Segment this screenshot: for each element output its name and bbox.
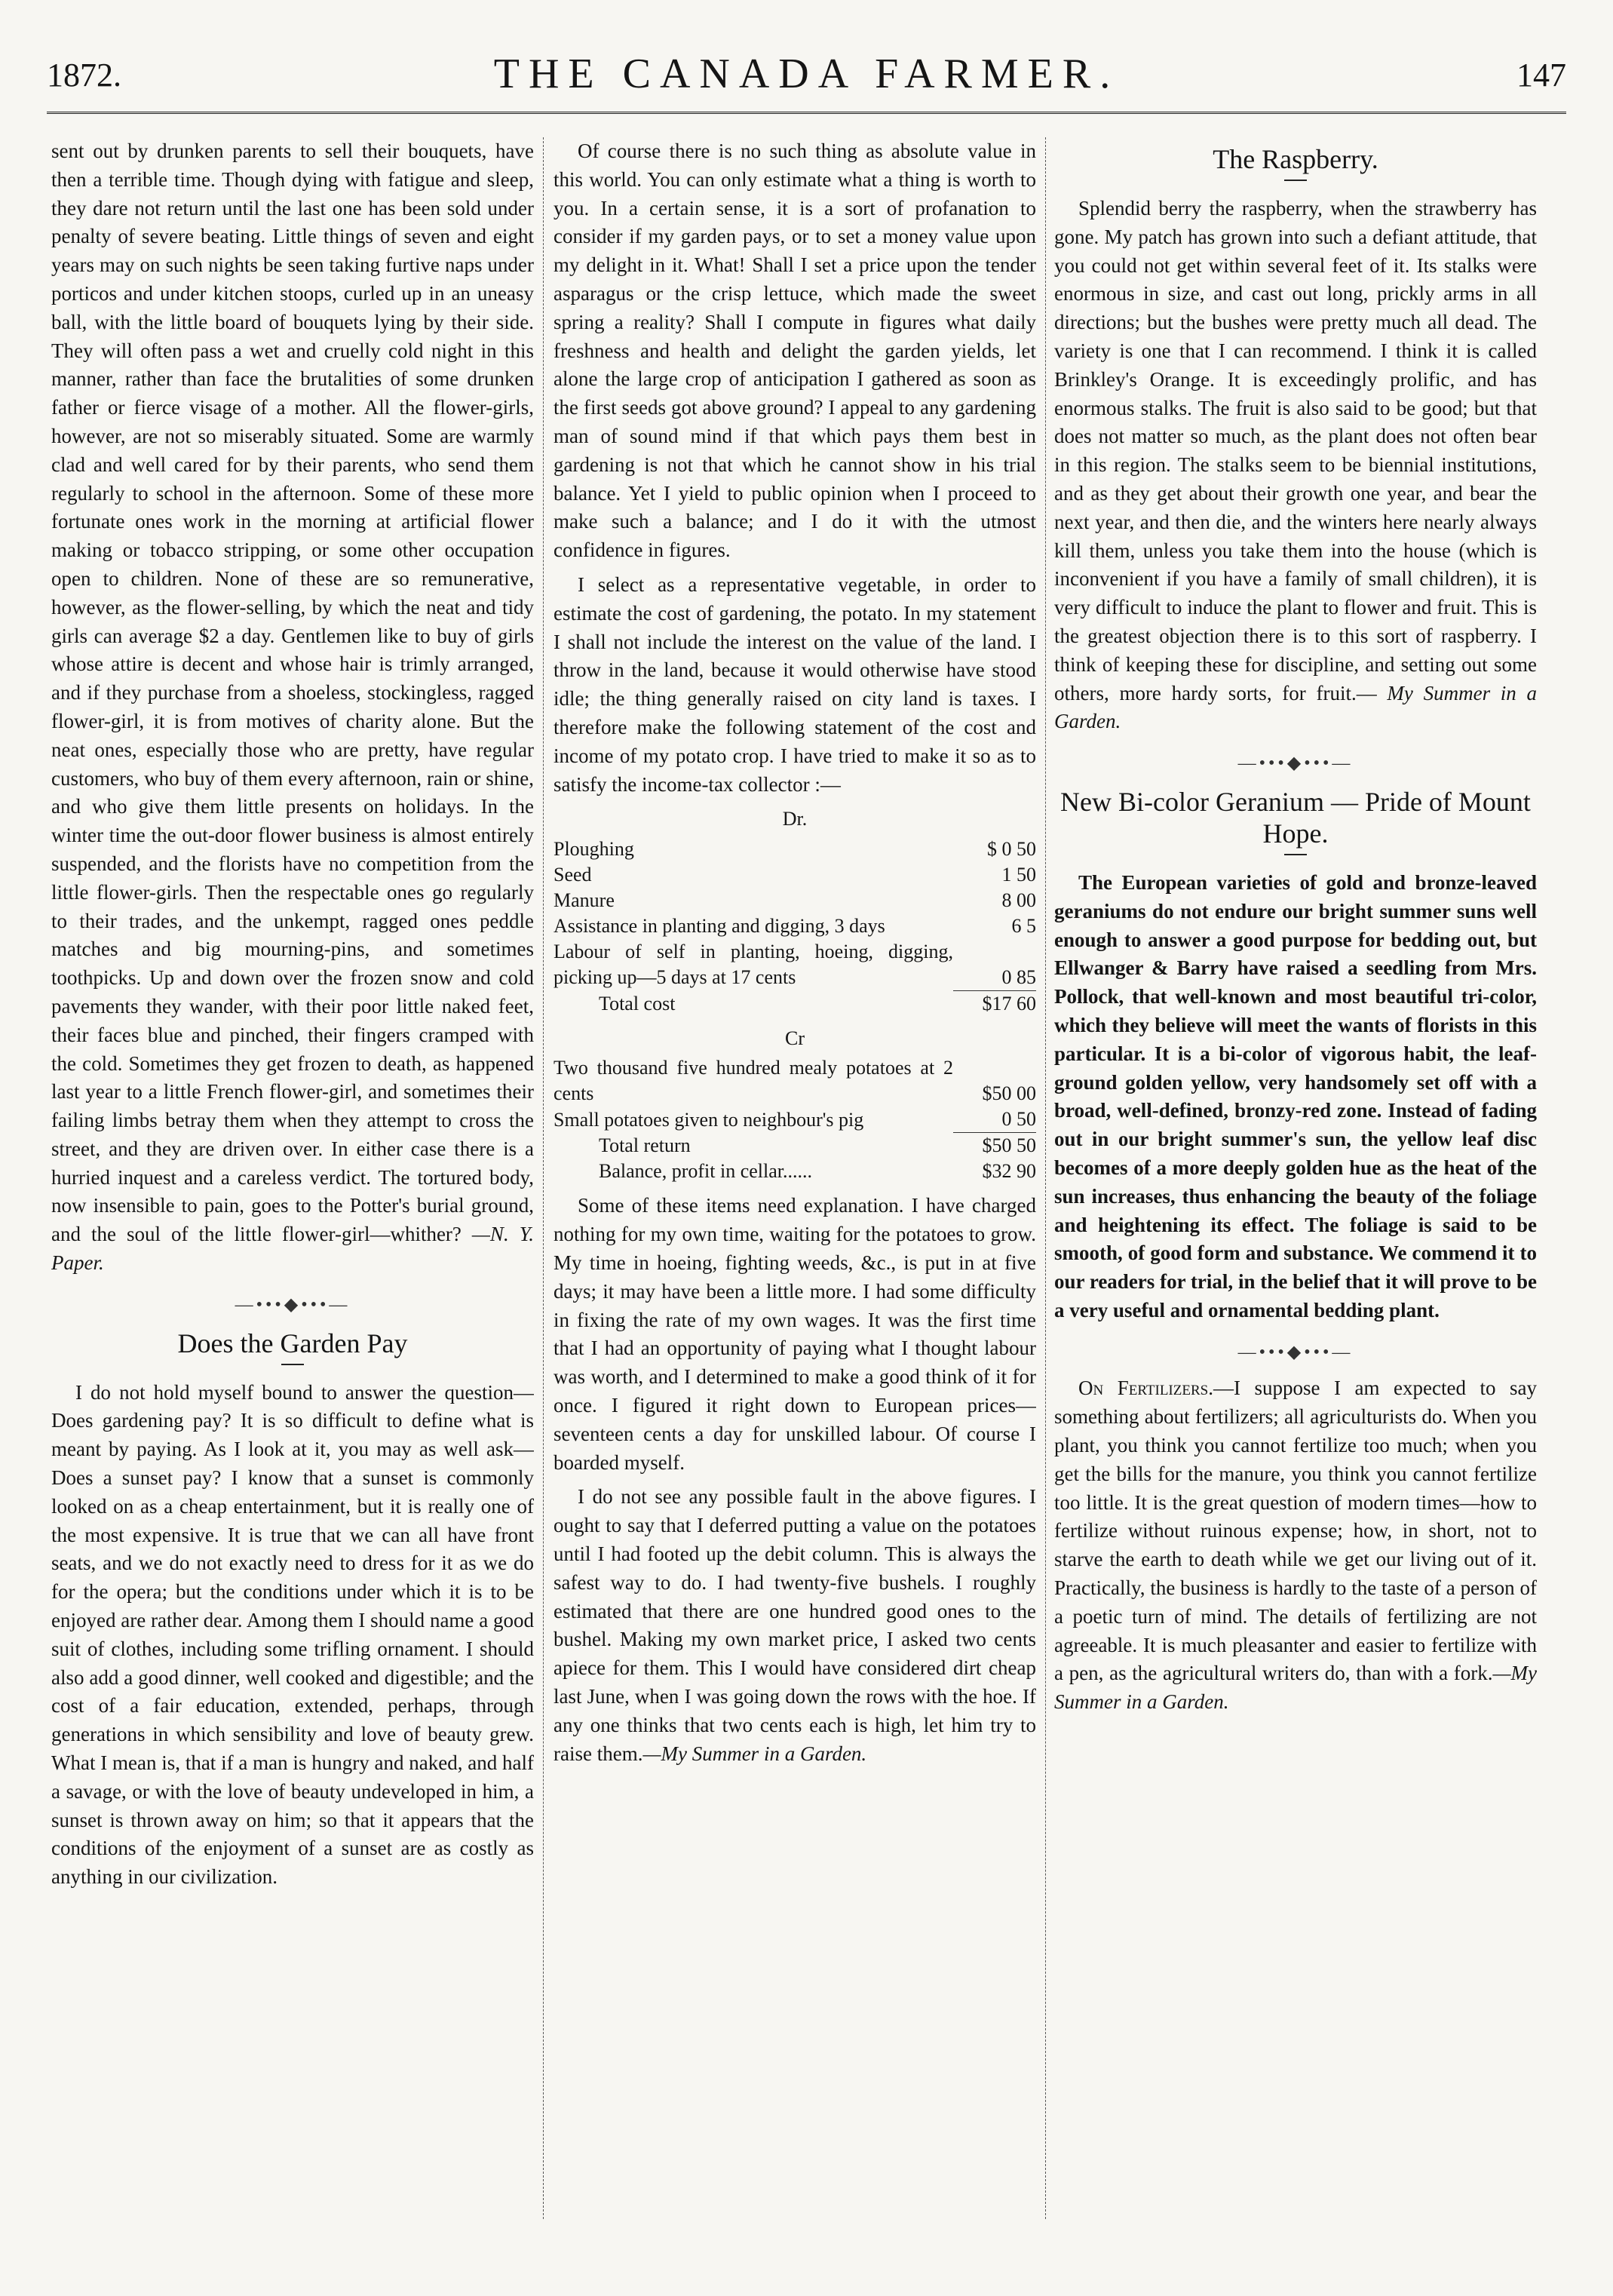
balance-row: Balance, profit in cellar...... $32 90	[599, 1160, 1036, 1183]
article-heading-garden-pay: Does the Garden Pay	[177, 1328, 408, 1358]
column-2	[554, 137, 1036, 2249]
table-row: Seed 1 50	[554, 864, 1036, 886]
heading-rule	[1284, 180, 1307, 181]
column-rule	[1045, 137, 1046, 2219]
article-paragraph: I select as a representative vegetable, in order to estimate the cost of gardening, the potato. In my statement I shall not include the interest on the value of the land. I throw in the land, because it would otherwise have stood idle; the thing generally raised on city land is taxes. I therefore make the following statement of the cost and income of my potato crop. I have tried to make it so as to satisfy the income-tax collector :—	[554, 572, 1036, 796]
page-number: 147	[1516, 57, 1566, 94]
source-signature: —My Summer in a Garden.	[642, 1742, 867, 1765]
column-1	[51, 137, 534, 2249]
table-row: Two thousand five hundred mealy potatoes at 2 cents $50 00	[554, 1057, 1036, 1105]
article-heading-geranium: New Bi-color Geranium — Pride of Mount Hope.	[1060, 786, 1531, 849]
heading-rule	[281, 1364, 304, 1365]
article-paragraph: The European varieties of gold and bronze-leaved geraniums do not endure our bright summer suns well enough to answer a good purpose for bedding out, but Ellwanger & Barry have raised a seedling from Mrs. Pollock, that well-known and most beautiful tri-color, which they believe will meet the wants of florists in this particular. It is a bi-color of vigorous habit, the leaf-ground golden yellow, very handsomely set off with a broad, well-defined, bronzy-red zone. Instead of fading out in our bright summer's sun, the yellow leaf disc becomes of a more deeply golden hue as the heat of the sun increases, thus enhancing the beauty of the foliage and heightening its effect. The foliage is said to be smooth, of good form and substance. We commend it to our readers for trial, in the belief that it will prove to be a very useful and ornamental bedding plant.	[1054, 870, 1537, 1321]
source-signature: —N. Y. Paper.	[51, 1223, 534, 1275]
section-ornament: —•••◆•••—	[1237, 754, 1354, 774]
masthead	[47, 45, 1566, 114]
source-signature: My Summer in a Garden.	[1054, 681, 1537, 733]
flower-girls-paragraph: sent out by drunken parents to sell their bouquets, have then a terrible time. Though dying with fatigue and sleep, they dare not return until the last one has been sold under penalty of severe beating. Little things of seven and eight years may on such nights be seen taking furtive naps under porticos and under kitchen stoops, curled up in an uneasy ball, with the little board of bouquets lying by their side. They will often pass a wet and cruelly cold night in this manner, rather than face the brutalities of some drunken father or fierce visage of a mother. All the flower-girls, however, are not so miserably situated. Some are warmly clad and well cared for by their parents, who send them regularly to school in the afternoon. Some of these more fortunate ones work in the morning at artificial flower making or tobacco stripping, or some other occupation open to children. None of these are so remunerative, however, as the flower-selling, by which the neat and tidy girls can average $2 a day. Gentlemen like to buy of girls whose attire is decent and whose hair is trimly arranged, and if they purchase from a shoeless, stockingless, ragged flower-girl, it is from motives of charity alone. But the neat ones, especially those who are pretty, have regular customers, who buy of them every afternoon, rain or shine, and who give them little presents on holidays. In the winter time the out-door flower business is almost entirely suspended, and the florists have no competition from the little flower-girls. Then the respectable ones go regularly to their trades, and the unkempt, ragged ones peddle matches and big mourning-pins, and sometimes toothpicks. Up and down over the frozen snow and cold pavements they wander, with their poor little naked feet, their faces blue and pinched, their fingers cramped with the cold. Sometimes they get frozen to death, as happened last year to a little French flower-girl, and sometimes their failing limbs betray them when they attempt to cross the street, and they are driven over. In either case there is a hurried inquest and a careless verdict. The tortured body, now insensible to pain, goes to the Potter's burial ground, and the soul of the little flower-girl—whither? —N. Y. Paper.	[51, 140, 534, 1275]
total-cost-row: Total cost $17 60	[554, 990, 1036, 1017]
article-paragraph: Of course there is no such thing as absolute value in this world. You can only estimate what a thing is worth to you. In a certain sense, it is a sort of profanation to consider if my garden pays, or to set a money value upon my delight in it. What! Shall I set a price upon the tender asparagus or the crisp lettuce, which made the sweet spring a reality? Shall I compute in figures what daily freshness and health and delight the garden yields, let alone the large crop of anticipation I gathered as soon as the first seeds got above ground? I appeal to any gardening man of sound mind if that which pays them best in gardening is not that which he cannot show in his trial balance. Yet I yield to public opinion when I proceed to make such a balance; and I do it with the utmost confidence in figures.	[554, 140, 1036, 562]
credit-heading: Cr	[785, 1027, 805, 1049]
potato-return-table	[554, 1055, 1036, 1184]
column-rule	[543, 137, 544, 2219]
masthead-year: 1872.	[47, 57, 121, 94]
masthead-title: THE CANADA FARMER.	[493, 51, 1120, 97]
source-signature: —My Summer in a Garden.	[1054, 1662, 1537, 1714]
article-paragraph: I do not see any possible fault in the above figures. I ought to say that I deferred putting a value on the potatoes until I had footed up the debit column. This is always the safest way to do. I had twenty-five bushels. I roughly estimated that there are one hundred good ones to the bushel. Making my own market price, I asked two cents apiece for them. This I would have considered dirt cheap last June, when I was going down the rows with the hoe. If any one thinks that two cents each is high, let him try to raise them.—My Summer in a Garden.	[554, 1485, 1036, 1765]
debit-heading: Dr.	[782, 808, 808, 830]
column-3	[1054, 137, 1537, 2249]
section-ornament: —•••◆•••—	[1237, 1342, 1354, 1362]
heading-rule	[1284, 854, 1307, 855]
section-ornament: —•••◆•••—	[235, 1294, 351, 1315]
potato-account-table	[554, 836, 1036, 1017]
table-row: Ploughing $ 0 50	[554, 838, 1036, 861]
article-paragraph: Some of these items need explanation. I have charged nothing for my own time, waiting for the potatoes to grow. My time in hoeing, fighting weeds, &c., is put in at five days; it may have been a little more. I had some difficulty in fixing the rate of my own wages. It was the first time that I had an opportunity of paying what I thought labour was worth, and I determined to make a good think of it for once. I figured it right down to European prices—seventeen cents a day for unskilled labour. Of course I boarded myself.	[554, 1194, 1036, 1474]
article-paragraph: I do not hold myself bound to answer the question—Does gardening pay? It is so difficult to define what is meant by paying. As I look at it, you may as well ask—Does a sunset pay? I know that a sunset is commonly looked on as a cheap entertainment, but it is really one of the most expensive. It is true that we can all have front seats, and we do not exactly need to dress for it as we do for the opera; but the conditions under which it is to be enjoyed are rather dear. Among them I should name a good suit of clothes, including some trifling ornament. I should also add a good dinner, well cooked and digestible; and the cost of a fair education, extended, perhaps, through generations in which sensibility and love of beauty grew. What I mean is, that if a man is hungry and naked, and half a savage, or with the love of beauty undeveloped in him, a sunset is thrown away on him; so that it appears that the conditions of the enjoyment of a sunset are as costly as anything in our civilization.	[51, 1380, 534, 1889]
table-row: Labour of self in planting, hoeing, digging, picking up—5 days at 17 cents 0 85	[554, 941, 1036, 989]
article-paragraph: Splendid berry the raspberry, when the strawberry has gone. My patch has grown into such a defiant attitude, that you could not get within several feet of it. Its stalks were enormous in size, and cast out long, prickly arms in all directions; but the bushes were pretty much all dead. The variety is one that I can recommend. I think it is called Brinkley's Orange. It is exceedingly prolific, and has enormous stalks. The fruit is also said to be good; but that does not matter so much, as the plant does not often bear in this region. The stalks seem to be biennial institutions, and as they get about their growth one year, and bear the next year, and then die, and the winters here nearly always kill them, unless you take them into the house (which is inconvenient if you have a family of small children), it is very difficult to induce the plant to flower and fruit. This is the greatest objection there is to this sort of raspberry. I think of keeping these for discipline, and setting out some others, more hardy sorts, for fruit.— My Summer in a Garden.	[1054, 197, 1537, 733]
total-return-row: Total return $50 50	[554, 1133, 1036, 1159]
table-row: Small potatoes given to neighbour's pig 0 50	[554, 1108, 1036, 1131]
article-paragraph: On Fertilizers.—I suppose I am expected to say something about fertilizers; all agriculturists do. When you plant, you think you cannot fertilize too much; when you get the bills for the manure, you think you cannot fertilize too little. It is the great question of modern times—how to fertilize without ruinous expense; how, in short, not to starve the earth to death while we get our living out of it. Practically, the business is hardly to the taste of a person of a poetic turn of mind. The details of fertilizing are not agreeable. It is much pleasanter and easier to fertilize with a pen, as the agricultural writers do, than with a fork.—My Summer in a Garden.	[1054, 1377, 1537, 1714]
run-in-heading: On Fertilizers.	[1078, 1377, 1213, 1400]
table-row: Manure 8 00	[554, 889, 1036, 912]
article-heading-raspberry: The Raspberry.	[1213, 144, 1378, 174]
table-row: Assistance in planting and digging, 3 days 6 5	[554, 915, 1036, 938]
